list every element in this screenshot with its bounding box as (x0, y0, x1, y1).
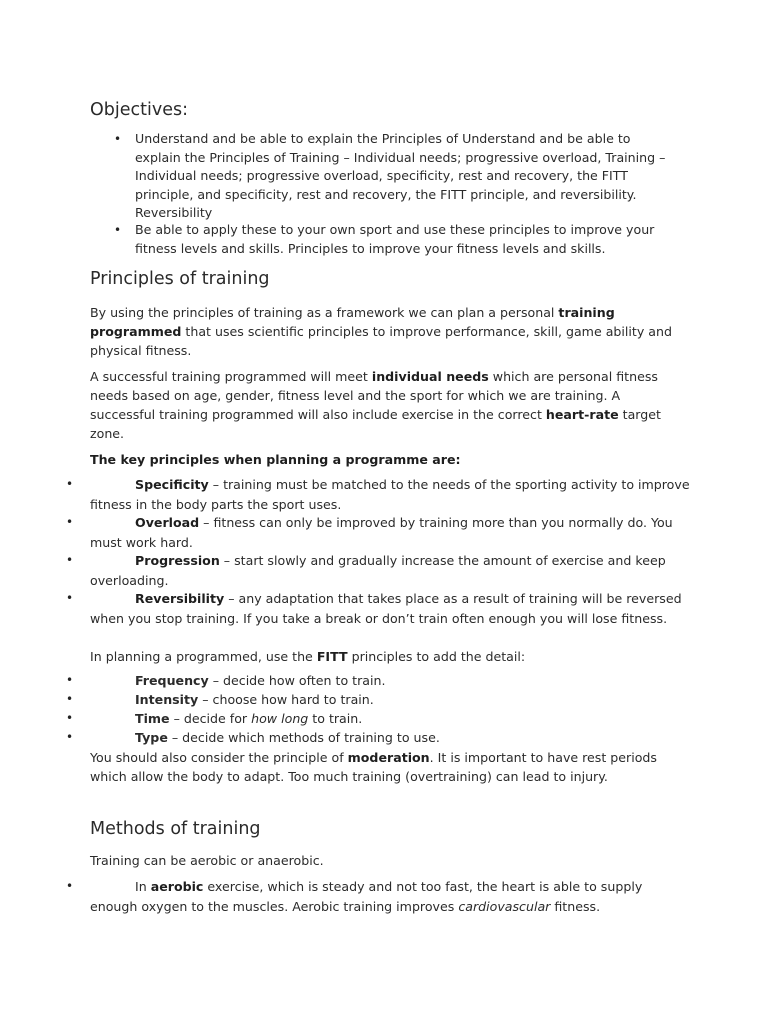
methods-heading: Methods of training (90, 819, 261, 839)
key-principle-progression: Progression – start slowly and gradually increase the amount of exercise and keep overloading. (90, 553, 666, 588)
objectives-heading: Objectives: (90, 100, 188, 120)
bullet: • (66, 553, 74, 567)
bullet: • (66, 515, 74, 529)
bullet: • (66, 730, 74, 744)
key-principle-overload: Overload – fitness can only be improved by training more than you normally do. You must work hard. (90, 515, 673, 550)
bullet: • (66, 692, 74, 706)
bullet: • (114, 132, 122, 146)
fitt-time: Time – decide for how long to train. (135, 711, 363, 726)
bullet: • (66, 673, 74, 687)
moderation-paragraph: You should also consider the principle of moderation. It is important to have rest periods which allow the body to adapt. Too much training (overtraining) can lead to injury. (90, 750, 657, 784)
objective-item-2: Be able to apply these to your own sport and use these principles to improve your fitness levels and skills. Principles to improve your fitness levels and skills. (135, 222, 655, 256)
principles-paragraph-2: A successful training programmed will meet individual needs which are personal fitness needs based on age, gender, fitness level and the sport for which we are training. A successful training programmed will also include exercise in the correct heart-rate target zone. (90, 369, 661, 441)
key-principles-heading: The key principles when planning a programme are: (90, 452, 461, 467)
methods-intro: Training can be aerobic or anaerobic. (90, 853, 324, 868)
objective-item-1: Understand and be able to explain the Principles of Understand and be able to explain the Principles of Training – Individual needs; progressive overload, Training – Individual needs; progressive overload, specificity, rest and recovery, the FITT principle, and specificity, rest and recovery, the FITT principle, and reversibility. Reversibility (135, 131, 666, 220)
method-aerobic: In aerobic exercise, which is steady and not too fast, the heart is able to supply enough oxygen to the muscles. Aerobic training improves cardiovascular fitness. (90, 879, 643, 914)
key-principle-specificity: Specificity – training must be matched to the needs of the sporting activity to improve fitness in the body parts the sport uses. (90, 477, 690, 512)
fitt-frequency: Frequency – decide how often to train. (135, 673, 386, 688)
bullet: • (114, 223, 122, 237)
bullet: • (66, 477, 74, 491)
bullet: • (66, 711, 74, 725)
bullet: • (66, 879, 74, 893)
fitt-intensity: Intensity – choose how hard to train. (135, 692, 374, 707)
fitt-intro: In planning a programmed, use the FITT principles to add the detail: (90, 649, 526, 664)
bullet: • (66, 591, 74, 605)
key-principle-reversibility: Reversibility – any adaptation that takes place as a result of training will be reversed when you stop training. If you take a break or don’t train often enough you will lose fitness. (90, 591, 682, 626)
principles-paragraph-1: By using the principles of training as a framework we can plan a personal training programmed that uses scientific principles to improve performance, skill, game ability and physical fitness. (90, 305, 672, 358)
fitt-type: Type – decide which methods of training to use. (135, 730, 440, 745)
principles-heading: Principles of training (90, 269, 270, 289)
